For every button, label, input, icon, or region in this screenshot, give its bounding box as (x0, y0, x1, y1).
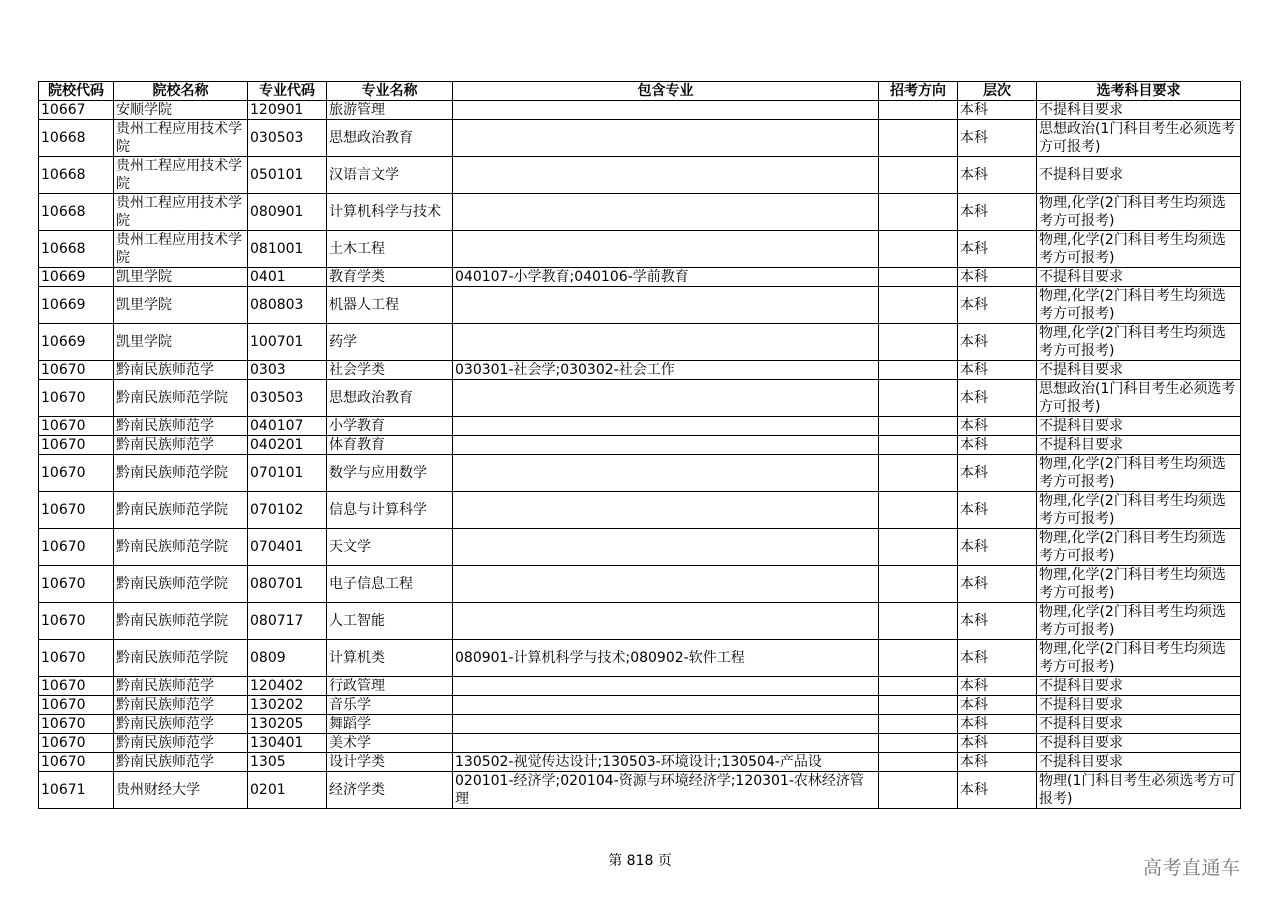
cell-school-code: 10669 (39, 324, 114, 361)
table-row (39, 361, 1241, 380)
cell-level: 本科 (958, 734, 1037, 753)
cell-major-code: 070401 (248, 529, 327, 566)
cell-school-name: 黔南民族师范学院 (114, 492, 248, 529)
table-row (39, 194, 1241, 231)
cell-school-code: 10670 (39, 417, 114, 436)
cell-level: 本科 (958, 566, 1037, 603)
cell-subject-requirement: 物理,化学(2门科目考生均须选考方可报考) (1037, 324, 1241, 361)
cell-major-code: 0809 (248, 640, 327, 677)
cell-level: 本科 (958, 157, 1037, 194)
cell-major-code: 070101 (248, 455, 327, 492)
cell-school-name: 凯里学院 (114, 287, 248, 324)
cell-subject-requirement: 物理,化学(2门科目考生均须选考方可报考) (1037, 194, 1241, 231)
cell-included-majors (453, 677, 879, 696)
table-row (39, 566, 1241, 603)
cell-major-code: 080901 (248, 194, 327, 231)
cell-level: 本科 (958, 361, 1037, 380)
header-school-code: 院校代码 (39, 82, 114, 101)
cell-included-majors (453, 455, 879, 492)
table-row (39, 734, 1241, 753)
cell-major-name: 设计学类 (327, 753, 453, 772)
table-row (39, 492, 1241, 529)
cell-included-majors (453, 157, 879, 194)
cell-major-code: 120402 (248, 677, 327, 696)
cell-school-code: 10668 (39, 120, 114, 157)
cell-direction (879, 529, 958, 566)
table-row (39, 231, 1241, 268)
cell-direction (879, 231, 958, 268)
cell-subject-requirement: 思想政治(1门科目考生必须选考方可报考) (1037, 380, 1241, 417)
cell-level: 本科 (958, 603, 1037, 640)
cell-school-name: 黔南民族师范学 (114, 436, 248, 455)
cell-major-name: 行政管理 (327, 677, 453, 696)
cell-major-name: 经济学类 (327, 772, 453, 809)
cell-subject-requirement: 物理,化学(2门科目考生均须选考方可报考) (1037, 231, 1241, 268)
table-row (39, 268, 1241, 287)
cell-major-code: 081001 (248, 231, 327, 268)
cell-subject-requirement: 不提科目要求 (1037, 696, 1241, 715)
cell-subject-requirement: 思想政治(1门科目考生必须选考方可报考) (1037, 120, 1241, 157)
table-row (39, 715, 1241, 734)
cell-school-code: 10670 (39, 380, 114, 417)
page-number: 第 818 页 (608, 853, 672, 869)
cell-level: 本科 (958, 287, 1037, 324)
table-row (39, 101, 1241, 120)
cell-subject-requirement: 不提科目要求 (1037, 436, 1241, 455)
cell-direction (879, 380, 958, 417)
cell-major-code: 080803 (248, 287, 327, 324)
cell-level: 本科 (958, 753, 1037, 772)
cell-major-name: 教育学类 (327, 268, 453, 287)
table-row (39, 529, 1241, 566)
cell-direction (879, 101, 958, 120)
cell-subject-requirement: 物理,化学(2门科目考生均须选考方可报考) (1037, 603, 1241, 640)
table-row (39, 417, 1241, 436)
cell-school-name: 贵州财经大学 (114, 772, 248, 809)
cell-major-name: 小学教育 (327, 417, 453, 436)
cell-major-code: 050101 (248, 157, 327, 194)
cell-major-name: 计算机科学与技术 (327, 194, 453, 231)
cell-subject-requirement: 不提科目要求 (1037, 677, 1241, 696)
cell-school-code: 10671 (39, 772, 114, 809)
table-row (39, 677, 1241, 696)
cell-direction (879, 268, 958, 287)
cell-level: 本科 (958, 324, 1037, 361)
cell-included-majors: 040107-小学教育;040106-学前教育 (453, 268, 879, 287)
cell-subject-requirement: 不提科目要求 (1037, 715, 1241, 734)
cell-school-code: 10670 (39, 677, 114, 696)
cell-major-name: 信息与计算科学 (327, 492, 453, 529)
table-row (39, 380, 1241, 417)
cell-direction (879, 696, 958, 715)
cell-school-code: 10667 (39, 101, 114, 120)
cell-major-name: 机器人工程 (327, 287, 453, 324)
cell-direction (879, 455, 958, 492)
watermark: 高考直通车 (1143, 857, 1241, 879)
cell-major-name: 思想政治教育 (327, 120, 453, 157)
cell-subject-requirement: 不提科目要求 (1037, 268, 1241, 287)
cell-included-majors (453, 101, 879, 120)
header-major-name: 专业名称 (327, 82, 453, 101)
cell-major-code: 130205 (248, 715, 327, 734)
cell-major-name: 旅游管理 (327, 101, 453, 120)
cell-major-code: 0201 (248, 772, 327, 809)
cell-major-code: 100701 (248, 324, 327, 361)
cell-major-name: 汉语言文学 (327, 157, 453, 194)
cell-level: 本科 (958, 231, 1037, 268)
cell-school-code: 10669 (39, 287, 114, 324)
cell-school-name: 黔南民族师范学院 (114, 380, 248, 417)
cell-school-code: 10668 (39, 157, 114, 194)
cell-major-name: 音乐学 (327, 696, 453, 715)
cell-direction (879, 566, 958, 603)
cell-included-majors: 130502-视觉传达设计;130503-环境设计;130504-产品设 (453, 753, 879, 772)
cell-major-name: 计算机类 (327, 640, 453, 677)
cell-direction (879, 772, 958, 809)
cell-school-name: 黔南民族师范学院 (114, 529, 248, 566)
header-major-code: 专业代码 (248, 82, 327, 101)
cell-major-name: 思想政治教育 (327, 380, 453, 417)
header-school-name: 院校名称 (114, 82, 248, 101)
cell-level: 本科 (958, 268, 1037, 287)
cell-major-name: 天文学 (327, 529, 453, 566)
cell-included-majors (453, 194, 879, 231)
cell-school-code: 10668 (39, 194, 114, 231)
cell-included-majors (453, 603, 879, 640)
cell-level: 本科 (958, 492, 1037, 529)
cell-subject-requirement: 物理,化学(2门科目考生均须选考方可报考) (1037, 455, 1241, 492)
header-direction: 招考方向 (879, 82, 958, 101)
table-row (39, 455, 1241, 492)
cell-school-name: 贵州工程应用技术学院 (114, 194, 248, 231)
cell-subject-requirement: 不提科目要求 (1037, 753, 1241, 772)
cell-direction (879, 677, 958, 696)
cell-major-code: 130401 (248, 734, 327, 753)
cell-level: 本科 (958, 772, 1037, 809)
cell-school-name: 黔南民族师范学 (114, 715, 248, 734)
cell-level: 本科 (958, 194, 1037, 231)
cell-included-majors (453, 734, 879, 753)
cell-major-code: 0401 (248, 268, 327, 287)
cell-direction (879, 492, 958, 529)
cell-level: 本科 (958, 677, 1037, 696)
cell-school-code: 10670 (39, 696, 114, 715)
cell-school-code: 10669 (39, 268, 114, 287)
cell-subject-requirement: 物理(1门科目考生必须选考方可报考) (1037, 772, 1241, 809)
cell-level: 本科 (958, 715, 1037, 734)
cell-school-name: 黔南民族师范学 (114, 696, 248, 715)
table-row (39, 120, 1241, 157)
cell-subject-requirement: 物理,化学(2门科目考生均须选考方可报考) (1037, 492, 1241, 529)
cell-school-code: 10670 (39, 436, 114, 455)
cell-major-code: 030503 (248, 120, 327, 157)
cell-level: 本科 (958, 455, 1037, 492)
table-row (39, 324, 1241, 361)
cell-included-majors (453, 436, 879, 455)
cell-major-code: 120901 (248, 101, 327, 120)
cell-direction (879, 734, 958, 753)
cell-school-name: 黔南民族师范学 (114, 361, 248, 380)
cell-school-code: 10670 (39, 753, 114, 772)
cell-school-code: 10670 (39, 529, 114, 566)
cell-level: 本科 (958, 380, 1037, 417)
table-row (39, 640, 1241, 677)
cell-major-code: 030503 (248, 380, 327, 417)
cell-school-name: 黔南民族师范学院 (114, 455, 248, 492)
cell-direction (879, 157, 958, 194)
cell-included-majors (453, 380, 879, 417)
cell-major-name: 电子信息工程 (327, 566, 453, 603)
cell-school-name: 黔南民族师范学 (114, 753, 248, 772)
cell-major-name: 数学与应用数学 (327, 455, 453, 492)
cell-subject-requirement: 不提科目要求 (1037, 734, 1241, 753)
cell-school-name: 安顺学院 (114, 101, 248, 120)
cell-major-code: 0303 (248, 361, 327, 380)
cell-school-code: 10670 (39, 734, 114, 753)
cell-included-majors (453, 696, 879, 715)
cell-subject-requirement: 物理,化学(2门科目考生均须选考方可报考) (1037, 640, 1241, 677)
header-included-majors: 包含专业 (453, 82, 879, 101)
cell-included-majors (453, 566, 879, 603)
cell-direction (879, 715, 958, 734)
cell-school-name: 黔南民族师范学院 (114, 566, 248, 603)
cell-subject-requirement: 不提科目要求 (1037, 417, 1241, 436)
header-row (39, 82, 1241, 101)
cell-school-code: 10670 (39, 603, 114, 640)
cell-level: 本科 (958, 640, 1037, 677)
cell-included-majors: 030301-社会学;030302-社会工作 (453, 361, 879, 380)
cell-major-code: 040201 (248, 436, 327, 455)
admission-table (38, 81, 1241, 809)
cell-subject-requirement: 不提科目要求 (1037, 101, 1241, 120)
cell-direction (879, 417, 958, 436)
table-row (39, 157, 1241, 194)
cell-level: 本科 (958, 529, 1037, 566)
cell-included-majors (453, 287, 879, 324)
cell-level: 本科 (958, 120, 1037, 157)
cell-school-name: 贵州工程应用技术学院 (114, 231, 248, 268)
cell-school-name: 黔南民族师范学院 (114, 640, 248, 677)
cell-subject-requirement: 物理,化学(2门科目考生均须选考方可报考) (1037, 566, 1241, 603)
cell-major-code: 130202 (248, 696, 327, 715)
cell-direction (879, 603, 958, 640)
cell-major-code: 040107 (248, 417, 327, 436)
cell-level: 本科 (958, 417, 1037, 436)
cell-included-majors (453, 715, 879, 734)
cell-direction (879, 287, 958, 324)
table-row (39, 753, 1241, 772)
cell-included-majors (453, 417, 879, 436)
cell-school-code: 10668 (39, 231, 114, 268)
table-row (39, 696, 1241, 715)
table-row (39, 603, 1241, 640)
cell-major-name: 体育教育 (327, 436, 453, 455)
table-row (39, 772, 1241, 809)
cell-subject-requirement: 物理,化学(2门科目考生均须选考方可报考) (1037, 287, 1241, 324)
cell-school-name: 黔南民族师范学 (114, 734, 248, 753)
header-subject-requirement: 选考科目要求 (1037, 82, 1241, 101)
cell-included-majors (453, 492, 879, 529)
cell-major-code: 1305 (248, 753, 327, 772)
cell-school-code: 10670 (39, 492, 114, 529)
cell-school-name: 黔南民族师范学 (114, 417, 248, 436)
cell-major-code: 080717 (248, 603, 327, 640)
cell-direction (879, 194, 958, 231)
cell-school-code: 10670 (39, 455, 114, 492)
cell-school-name: 凯里学院 (114, 324, 248, 361)
cell-direction (879, 324, 958, 361)
cell-level: 本科 (958, 436, 1037, 455)
cell-direction (879, 361, 958, 380)
cell-subject-requirement: 物理,化学(2门科目考生均须选考方可报考) (1037, 529, 1241, 566)
cell-school-code: 10670 (39, 715, 114, 734)
cell-level: 本科 (958, 696, 1037, 715)
cell-direction (879, 436, 958, 455)
cell-included-majors (453, 324, 879, 361)
cell-major-name: 舞蹈学 (327, 715, 453, 734)
cell-included-majors (453, 120, 879, 157)
cell-direction (879, 753, 958, 772)
cell-major-name: 人工智能 (327, 603, 453, 640)
cell-direction (879, 640, 958, 677)
cell-school-code: 10670 (39, 361, 114, 380)
cell-major-name: 土木工程 (327, 231, 453, 268)
header-level: 层次 (958, 82, 1037, 101)
cell-included-majors: 020101-经济学;020104-资源与环境经济学;120301-农林经济管理 (453, 772, 879, 809)
cell-school-code: 10670 (39, 566, 114, 603)
cell-major-code: 080701 (248, 566, 327, 603)
table-row (39, 436, 1241, 455)
cell-major-name: 药学 (327, 324, 453, 361)
cell-included-majors (453, 529, 879, 566)
cell-subject-requirement: 不提科目要求 (1037, 361, 1241, 380)
cell-school-name: 贵州工程应用技术学院 (114, 157, 248, 194)
table-row (39, 287, 1241, 324)
cell-school-name: 凯里学院 (114, 268, 248, 287)
cell-subject-requirement: 不提科目要求 (1037, 157, 1241, 194)
cell-school-code: 10670 (39, 640, 114, 677)
cell-school-name: 黔南民族师范学院 (114, 603, 248, 640)
cell-included-majors: 080901-计算机科学与技术;080902-软件工程 (453, 640, 879, 677)
cell-school-name: 贵州工程应用技术学院 (114, 120, 248, 157)
cell-direction (879, 120, 958, 157)
cell-major-name: 美术学 (327, 734, 453, 753)
cell-major-code: 070102 (248, 492, 327, 529)
cell-level: 本科 (958, 101, 1037, 120)
cell-major-name: 社会学类 (327, 361, 453, 380)
cell-school-name: 黔南民族师范学 (114, 677, 248, 696)
cell-included-majors (453, 231, 879, 268)
